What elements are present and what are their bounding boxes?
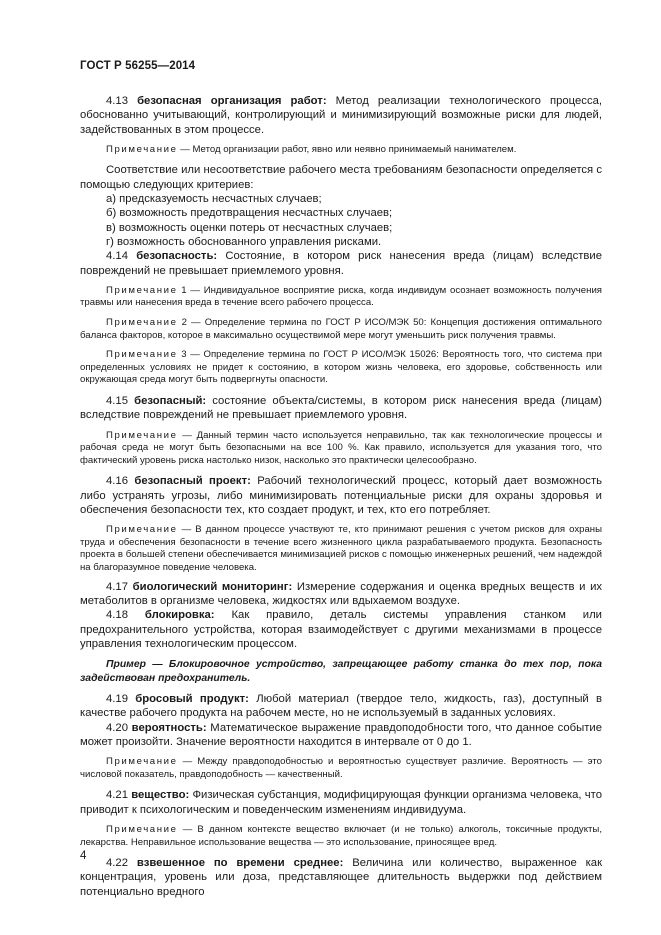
note-label: Примечание bbox=[106, 349, 178, 361]
page-number: 4 bbox=[80, 850, 87, 862]
clause-4-18 bbox=[80, 608, 602, 651]
note bbox=[80, 144, 602, 157]
document-header: ГОСТ Р 56255—2014 bbox=[80, 60, 196, 72]
note-label: Примечание bbox=[106, 756, 178, 768]
document-body bbox=[80, 94, 602, 899]
note-label: Примечание bbox=[106, 317, 178, 329]
clause-number: 4.16 bbox=[106, 475, 128, 488]
definition: Как правило, деталь системы управления станком или предохранительного устройства, которая взаимодействует с другими механизмами в процессе управления технологическим процессом. bbox=[80, 609, 602, 650]
clause-4-19 bbox=[80, 692, 602, 721]
clause-number: 4.22 bbox=[106, 857, 128, 870]
definition: состояние объекта/системы, в котором риск нанесения вреда (лицам) вследствие повреждений не превышает приемлемого уровня. bbox=[80, 395, 602, 422]
clause-number: 4.15 bbox=[106, 395, 128, 408]
term: бросовый продукт: bbox=[135, 692, 249, 705]
example: Пример — Блокировочное устройство, запрещающее работу станка до тех пор, пока задействован предохранитель. bbox=[80, 659, 602, 684]
note-text: — Между правдоподобностью и вероятностью существует различие. Вероятность — это числовой показатель, правдоподобность — качественный. bbox=[80, 756, 602, 780]
clause-4-17 bbox=[80, 580, 602, 609]
paragraph: Соответствие или несоответствие рабочего места требованиям безопасности определяется с помощью следующих критериев: bbox=[80, 164, 602, 191]
definition: Физическая субстанция, модифицирующая функции организма человека, что приводит к психологическим и поведенческим изменениям индивидуума. bbox=[80, 789, 603, 816]
note bbox=[80, 524, 602, 574]
clause-number: 4.13 bbox=[106, 95, 128, 107]
term: биологический мониторинг: bbox=[132, 580, 293, 593]
note-label: Примечание bbox=[106, 524, 178, 536]
definition: Метод реализации технологического процесса, обоснованно учитывающий, контролирующий и минимизирующий возможные риски для людей, задействованных в этом процессе. bbox=[80, 95, 603, 136]
note bbox=[80, 285, 602, 310]
clause-number: 4.20 bbox=[106, 721, 128, 734]
note bbox=[80, 824, 602, 849]
note-label: Примечание bbox=[106, 143, 178, 155]
note-text: — Метод организации работ, явно или неявно принимаемый нанимателем. bbox=[180, 143, 517, 155]
note bbox=[80, 430, 602, 468]
list-item: г) возможность обоснованного управления рисками. bbox=[106, 235, 382, 248]
list-item: в) возможность оценки потерь от несчастных случаев; bbox=[106, 221, 393, 234]
term: безопасность: bbox=[136, 250, 218, 263]
note bbox=[80, 756, 602, 781]
criteria-list bbox=[80, 192, 602, 249]
clause-number: 4.17 bbox=[106, 580, 128, 593]
term: безопасная организация работ: bbox=[137, 95, 327, 107]
definition: Рабочий технологический процесс, который дает возможность либо устранять угрозы, либо минимизировать потенциальные риски для охраны здоровья и обеспечения безопасности тех, кто создает продукт, и тех, кто его потребляет. bbox=[80, 475, 603, 516]
definition: Математическое выражение правдоподобности того, что данное событие может произойти. Значение вероятности находится в интервале от 0 до 1. bbox=[80, 721, 603, 748]
list-item: а) предсказуемость несчастных случаев; bbox=[106, 193, 322, 206]
term: безопасный: bbox=[134, 395, 207, 408]
clause-4-21 bbox=[80, 788, 602, 817]
note-text: 3 — Определение термина по ГОСТ Р ИСО/МЭК 15026: Вероятность того, что система при определенных условиях не придет к состоянию, в котором жизнь человека, его здоровье, собственность или окружающая среда могут быть подвергнуты опасности. bbox=[80, 349, 602, 386]
clause-4-13 bbox=[80, 94, 602, 137]
term: безопасный проект: bbox=[134, 475, 251, 488]
definition: Состояние, в котором риск нанесения вреда (лицам) вследствие повреждений не превышает приемлемого уровня. bbox=[80, 250, 603, 277]
clause-number: 4.18 bbox=[106, 609, 128, 622]
clause-4-15 bbox=[80, 394, 602, 423]
clause-number: 4.21 bbox=[106, 789, 128, 802]
definition: Измерение содержания и оценка вредных веществ и их метаболитов в организме человека, жидкостях или вдыхаемом воздухе. bbox=[80, 580, 603, 607]
clause-number: 4.19 bbox=[106, 692, 128, 705]
clause-number: 4.14 bbox=[106, 250, 128, 263]
note-text: 1 — Индивидуальное восприятие риска, когда индивидум осознает возможность получения травмы или нанесения вреда в течение всего рабочего процесса. bbox=[80, 284, 602, 309]
note-text: — В данном контексте вещество включает (и не только) алкоголь, токсичные продукты, лекарства. Неправильное использование вещества — это использование, приносящее вред. bbox=[80, 823, 602, 848]
note bbox=[80, 349, 602, 387]
note-label: Примечание bbox=[106, 284, 178, 296]
note-text: — Данный термин часто используется неправильно, так как технологические процессы и рабочая среда не могут быть безопасными на все 100 %. Как правило, используется для указания того, что фактический уровень риска настолько низок, насколько это практически целесообразно. bbox=[80, 429, 603, 466]
note bbox=[80, 317, 602, 342]
clause-4-22 bbox=[80, 856, 602, 899]
list-item: б) возможность предотвращения несчастных случаев; bbox=[106, 207, 393, 220]
clause-4-16 bbox=[80, 474, 602, 517]
note-label: Примечание bbox=[106, 823, 178, 835]
definition: Любой материал (твердое тело, жидкость, газ), доступный в качестве рабочего продукта на рабочем месте, но не используемый в заданных условиях. bbox=[80, 692, 603, 720]
note-text: — В данном процессе участвуют те, кто принимают решения с учетом рисков для охраны труда и обеспечения безопасности в течение всего жизненного цикла разрабатываемого продукта. Безопасность проекта в большей степени обеспечивается минимизацией рисков с помощью инженерных решений, чем надеждой на благоразумное поведение человека. bbox=[80, 524, 603, 574]
clause-4-14 bbox=[80, 249, 602, 278]
definition: Величина или количество, выраженное как концентрация, уровень или доза, представляющее длительность выдержки под действием потенциально вредного bbox=[80, 857, 603, 898]
term: блокировка: bbox=[144, 609, 215, 622]
term: вещество: bbox=[131, 789, 190, 802]
term: вероятность: bbox=[131, 721, 207, 734]
term: взвешенное по времени среднее: bbox=[136, 857, 344, 870]
clause-4-20 bbox=[80, 721, 602, 750]
note-label: Примечание bbox=[106, 429, 178, 441]
note-text: 2 — Определение термина по ГОСТ Р ИСО/МЭК 50: Концепция достижения оптимального баланса факторов, которое в максимально осуществимой мере могут уменьшить риск получения травмы. bbox=[80, 317, 602, 341]
